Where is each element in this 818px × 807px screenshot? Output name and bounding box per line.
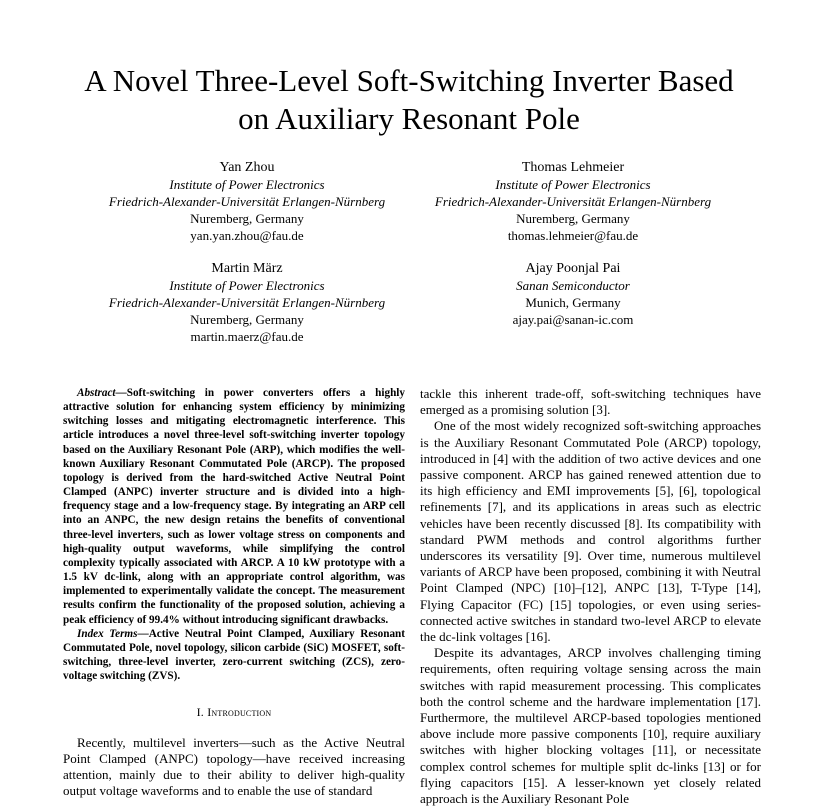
- author-name: Martin März: [211, 261, 283, 276]
- index-terms-label: Index Terms: [77, 627, 138, 640]
- author-name: Yan Zhou: [219, 160, 275, 175]
- right-column: [420, 386, 761, 807]
- author-name: Thomas Lehmeier: [521, 160, 625, 175]
- author-location: Nuremberg, Germany: [190, 211, 304, 226]
- author-university: Friedrich-Alexander-Universität Erlangen-Nürnberg: [108, 194, 386, 209]
- author-email[interactable]: thomas.lehmeier@fau.de: [507, 228, 639, 243]
- index-terms-text: —Active Neutral Point Clamped, Auxiliary Resonant Commutated Pole, novel topology, silicon carbide (SiC) MOSFET, soft-switching, three-level inverter, zero-current switching (ZCS), zero-voltage switching (ZVS).: [63, 627, 405, 683]
- title-line-1: A Novel Three-Level Soft-Switching Inverter Based: [84, 63, 734, 98]
- abstract-text: —Soft-switching in power converters offers a highly attractive solution for enhancing system efficiency by minimizing switching losses and mitigating electromagnetic interference. This article introduces a novel three-level soft-switching inverter topology based on the Auxiliary Resonant Pole (ARP), which modifies the well-known Auxiliary Resonant Commutated Pole (ARCP). The proposed topology is derived from the hard-switched Active Neutral Point Clamped (ANPC) inverter structure and is divided into a high-frequency stage and a low-frequency stage. By integrating an ARP cell into an ANPC, the new design retains the benefits of conventional three-level inverters, such as lower voltage stress on components and high-quality output waveforms, while simplifying the control complexity typically associated with ARCP. A 10 kW prototype with a 1.5 kV dc-link, along with an appropriate control algorithm, was implemented to experimentally validate the concept. The measurement results confirm the functionality of the proposed solution, achieving a peak efficiency of 99.4% without introducing significant drawbacks.: [63, 387, 405, 626]
- author-institute: Institute of Power Electronics: [169, 278, 325, 293]
- author-email[interactable]: ajay.pai@sanan-ic.com: [512, 312, 634, 327]
- author-institute: Institute of Power Electronics: [495, 177, 651, 192]
- abstract: [63, 386, 405, 627]
- author-institute: Institute of Power Electronics: [169, 177, 325, 192]
- author-block-4: [383, 260, 763, 328]
- author-university: Friedrich-Alexander-Universität Erlangen-Nürnberg: [108, 295, 386, 310]
- title-line-2: on Auxiliary Resonant Pole: [238, 101, 580, 136]
- author-institute: Sanan Semiconductor: [516, 278, 630, 293]
- body-paragraph-1: tackle this inherent trade-off, soft-switching techniques have emerged as a promising solution [3].: [420, 386, 761, 418]
- author-university: Friedrich-Alexander-Universität Erlangen-Nürnberg: [434, 194, 712, 209]
- author-block-3: [57, 260, 437, 345]
- index-terms: [63, 627, 405, 684]
- author-email[interactable]: yan.yan.zhou@fau.de: [190, 228, 304, 243]
- author-block-2: [383, 159, 763, 244]
- author-location: Nuremberg, Germany: [190, 312, 304, 327]
- body-paragraph-2: One of the most widely recognized soft-switching approaches is the Auxiliary Resonant Commutated Pole (ARCP) topology, introduced in [4] with the addition of two active devices and one passive component. ARCP has gained renewed attention due to its high efficiency and EMI improvements [5], [6], topological refinements [7], and its applications in areas such as electric vehicles have been recently discussed [8]. Its compatibility with standard PWM methods and control algorithms further underscores its versatility [9]. Over time, numerous multilevel variants of ARCP have been proposed, combining it with Neutral Point Clamped (NPC) [10]–[12], ANPC [13], T-Type [14], Flying Capacitor (FC) [15] topologies, or even using series-connected active switches in standard two-level ARCP to elevate the dc-link voltages [16].: [420, 418, 761, 645]
- author-email[interactable]: martin.maerz@fau.de: [190, 329, 304, 344]
- author-location: Nuremberg, Germany: [516, 211, 630, 226]
- paper-title: [0, 62, 818, 138]
- section-heading: I. Introduction: [196, 705, 272, 720]
- author-location: Munich, Germany: [525, 295, 621, 310]
- body-paragraph-3: Despite its advantages, ARCP involves challenging timing requirements, often requiring voltage sensing across the main switches with rapid measurement processing. This complicates both the control scheme and the hardware implementation [17]. Furthermore, the multilevel ARCP-based topologies mentioned above include more passive components [10], require auxiliary switches with higher blocking voltages [11], or necessitate complex control schemes for multiple split dc-links [13] or for flying capacitors [15]. A lesser-known yet closely related approach is the Auxiliary Resonant Pole: [420, 645, 761, 807]
- author-name: Ajay Poonjal Pai: [525, 261, 621, 276]
- left-column: [63, 386, 405, 799]
- intro-paragraph: Recently, multilevel inverters—such as the Active Neutral Point Clamped (ANPC) topology—have received increasing attention, mainly due to their ability to deliver high-quality output voltage waveforms and to enable the use of standard: [63, 734, 405, 799]
- abstract-label: Abstract: [77, 387, 116, 399]
- author-block-1: [57, 159, 437, 244]
